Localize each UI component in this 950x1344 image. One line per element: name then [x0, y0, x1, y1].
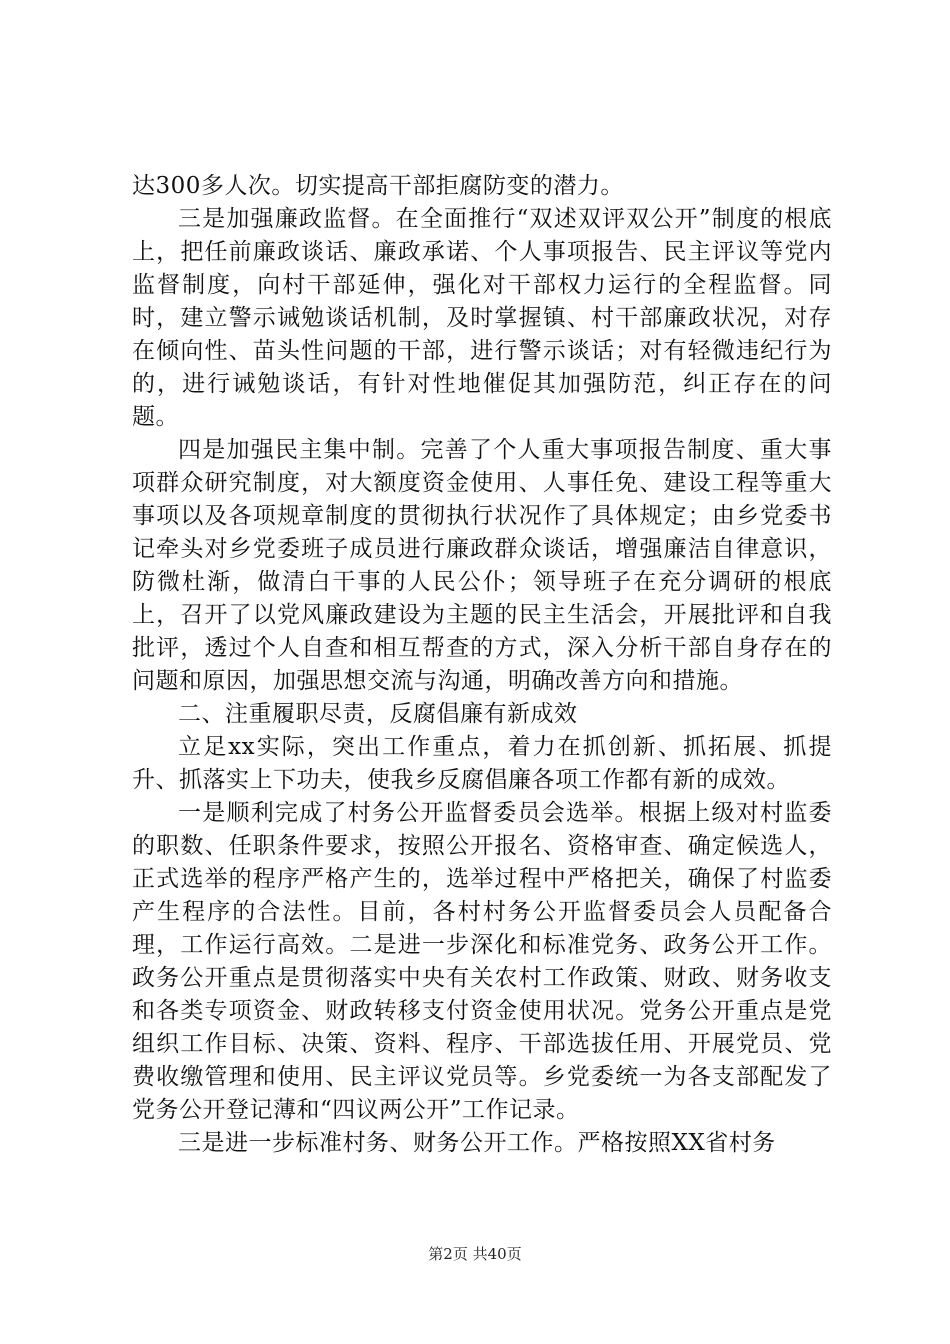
section-heading: 二、注重履职尽责，反腐倡廉有新成效 [178, 701, 578, 727]
page-number: 第2页 共40页 [428, 1245, 522, 1263]
paragraph-7: 三是进一步标准村务、财务公开工作。严格按照XX省村务 [178, 1130, 776, 1156]
paragraph-2: 三是加强廉政监督。在全面推行“双述双评双公开”制度的根底上，把任前廉政谈话、廉政承诺、个人事项报告、民主评议等党内监督制度，向村干部延伸，强化对干部权力运行的全程监督。同时，建立警示诫勉谈话机制，及时掌握镇、村干部廉政状况，对存在倾向性、苗头性问题的干部，进行警示谈话；对有轻微违纪行为的，进行诫勉谈话，有针对性地催促其加强防范，纠正存在的问题。 [132, 206, 832, 430]
page-footer [0, 1244, 950, 1264]
paragraph-5: 立足xx实际，突出工作重点，着力在抓创新、抓拓展、抓提升、抓落实上下功夫，使我乡反腐倡廉各项工作都有新的成效。 [132, 734, 832, 793]
paragraph-1: 达300多人次。切实提高干部拒腐防变的潜力。 [132, 173, 624, 199]
document-body [132, 170, 832, 1160]
paragraph-6: 一是顺利完成了村务公开监督委员会选举。根据上级对村监委的职数、任职条件要求，按照公开报名、资格审查、确定候选人，正式选举的程序严格产生的，选举过程中严格把关，确保了村监委产生程序的合法性。目前，各村村务公开监督委员会人员配备合理，工作运行高效。二是进一步深化和标准党务、政务公开工作。政务公开重点是贯彻落实中央有关农村工作政策、财政、财务收支和各类专项资金、财政转移支付资金使用状况。党务公开重点是党组织工作目标、决策、资料、程序、干部选拔任用、开展党员、党费收缴管理和使用、民主评议党员等。乡党委统一为各支部配发了党务公开登记薄和“四议两公开”工作记录。 [132, 800, 832, 1123]
paragraph-3: 四是加强民主集中制。完善了个人重大事项报告制度、重大事项群众研究制度，对大额度资金使用、人事任免、建设工程等重大事项以及各项规章制度的贯彻执行状况作了具体规定；由乡党委书记牵头对乡党委班子成员进行廉政群众谈话，增强廉洁自律意识，防微杜渐，做清白干事的人民公仆；领导班子在充分调研的根底上，召开了以党风廉政建设为主题的民主生活会，开展批评和自我批评，透过个人自查和相互帮查的方式，深入分析干部自身存在的问题和原因，加强思想交流与沟通，明确改善方向和措施。 [132, 437, 832, 694]
